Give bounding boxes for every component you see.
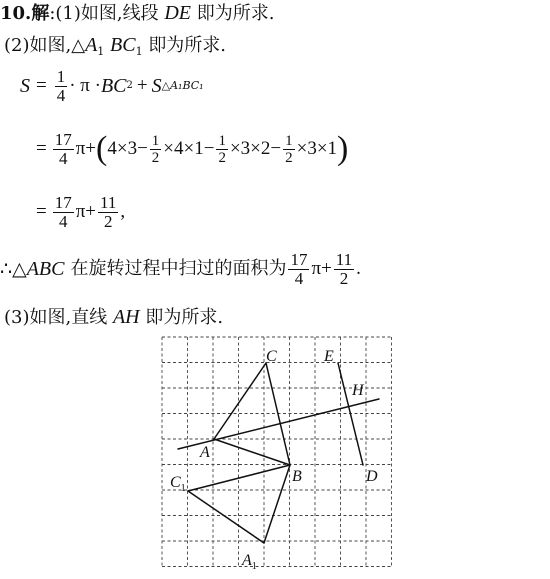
segment-a1-b bbox=[264, 465, 290, 543]
conclusion-fraction-11-2 bbox=[334, 251, 354, 288]
eq3-equals: = bbox=[36, 201, 47, 222]
frac-num: 11 bbox=[335, 249, 353, 269]
frac-num: 17 bbox=[54, 129, 72, 149]
eq3-pi-plus: π+ bbox=[75, 201, 97, 222]
eq2-t2: ×4×1− bbox=[163, 138, 215, 159]
label-h: H bbox=[352, 382, 364, 399]
label-a1 bbox=[241, 552, 257, 572]
eq1-sup: 2 bbox=[126, 80, 133, 91]
segment-a-c bbox=[214, 363, 266, 439]
frac-num: 1 bbox=[218, 132, 226, 149]
part3-tail: 即为所求. bbox=[145, 307, 224, 328]
frac-den: 2 bbox=[339, 268, 349, 288]
equation-1 bbox=[20, 64, 204, 108]
segment-a-b bbox=[214, 439, 290, 465]
equation-3 bbox=[36, 188, 125, 236]
part1-text: :(1)如图,线段 bbox=[49, 3, 159, 24]
eq2-t1: 4×3− bbox=[107, 138, 148, 159]
eq2-close-paren: ) bbox=[337, 130, 349, 167]
eq2-fraction-17-4 bbox=[53, 131, 74, 168]
eq3-fraction-11-2 bbox=[98, 194, 118, 231]
line-part2 bbox=[4, 34, 226, 63]
label-a: A bbox=[200, 444, 210, 461]
line-ah: AH bbox=[112, 306, 140, 328]
frac-den: 2 bbox=[218, 149, 226, 166]
frac-den: 4 bbox=[58, 211, 68, 231]
part1-tail: 即为所求. bbox=[196, 3, 275, 24]
eq2-t3: ×3×2− bbox=[229, 138, 282, 159]
segment-c-b bbox=[266, 363, 290, 465]
frac-num: 1 bbox=[285, 132, 293, 149]
eq2-half-1 bbox=[150, 133, 162, 166]
vertex-bc1: BC bbox=[110, 34, 136, 56]
label-b: B bbox=[292, 468, 302, 485]
eq1-ssub: △A₁BC₁ bbox=[161, 79, 204, 92]
frac-den: 2 bbox=[285, 149, 293, 166]
label-c1-letter: C bbox=[170, 474, 181, 491]
eq2-open-paren: ( bbox=[96, 130, 108, 167]
eq1-s2: S bbox=[151, 75, 162, 97]
frac-num: 17 bbox=[290, 249, 308, 269]
eq1-plus: + bbox=[136, 75, 148, 96]
label-c1-sub: 1 bbox=[180, 483, 186, 494]
part3-text: (3)如图,直线 bbox=[4, 307, 108, 328]
sub-2: 1 bbox=[135, 45, 143, 58]
conclusion-fraction-17-4 bbox=[288, 251, 309, 288]
frac-den: 2 bbox=[103, 211, 113, 231]
eq2-t4: ×3×1 bbox=[296, 138, 338, 159]
eq2-half-2 bbox=[216, 133, 228, 166]
part2-tail: 即为所求. bbox=[148, 35, 227, 56]
dashed-grid bbox=[162, 337, 392, 567]
frac-den: 4 bbox=[58, 148, 68, 168]
conclusion-pi-plus: π+ bbox=[311, 258, 332, 279]
eq3-comma: , bbox=[120, 201, 126, 222]
eq1-mid: · π · bbox=[69, 75, 101, 96]
frac-num: 11 bbox=[100, 192, 117, 212]
frac-den: 4 bbox=[294, 268, 304, 288]
eq2-pi-plus: π+ bbox=[75, 138, 97, 159]
eq1-fraction bbox=[55, 68, 68, 105]
solution-label: 解 bbox=[31, 3, 50, 24]
label-d: D bbox=[366, 468, 378, 485]
eq2-equals: = bbox=[36, 138, 47, 159]
vertex-a1: A bbox=[85, 34, 98, 56]
segment-de: DE bbox=[164, 2, 192, 24]
eq3-fraction-17-4 bbox=[53, 194, 74, 231]
frac-num: 17 bbox=[54, 192, 72, 212]
segment-b-c1 bbox=[188, 465, 290, 491]
label-c: C bbox=[266, 348, 277, 365]
geometry-figure bbox=[150, 333, 410, 573]
frac-num: 1 bbox=[56, 66, 66, 86]
eq1-bc: BC bbox=[100, 75, 127, 97]
label-e: E bbox=[324, 348, 334, 365]
conclusion-end: . bbox=[356, 258, 361, 279]
eq1-equals: = bbox=[36, 75, 47, 96]
label-a1-letter: A bbox=[242, 552, 252, 569]
problem-number: 10. bbox=[0, 3, 32, 24]
equation-2 bbox=[36, 124, 348, 174]
label-a1-sub: 1 bbox=[251, 561, 257, 572]
frac-num: 1 bbox=[151, 132, 160, 149]
conclusion-text: 在旋转过程中扫过的面积为 bbox=[70, 258, 287, 279]
conclusion-prefix: ∴△ bbox=[0, 258, 27, 280]
frac-den: 2 bbox=[151, 149, 160, 166]
line-part1 bbox=[0, 2, 275, 25]
label-c1 bbox=[170, 474, 186, 494]
segment-d-e bbox=[338, 363, 363, 465]
line-part3 bbox=[4, 306, 223, 329]
eq2-half-3 bbox=[283, 133, 295, 166]
sub-1: 1 bbox=[97, 45, 105, 58]
conclusion-abc: ABC bbox=[26, 258, 65, 280]
part2-text: (2)如图,△ bbox=[4, 35, 86, 56]
conclusion-line bbox=[0, 246, 361, 292]
eq1-s: S bbox=[20, 75, 30, 97]
segment-c1-a1 bbox=[188, 491, 264, 543]
frac-den: 4 bbox=[56, 85, 66, 105]
